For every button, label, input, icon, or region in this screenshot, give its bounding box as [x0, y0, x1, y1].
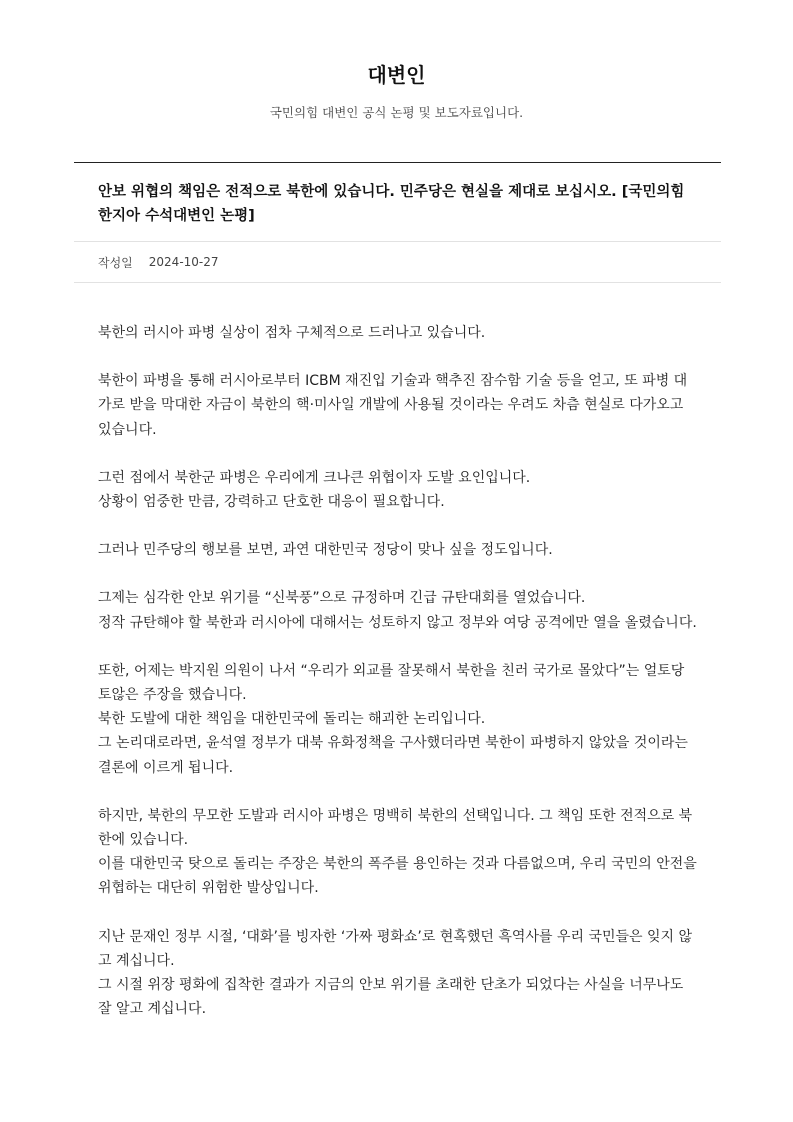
paragraph	[98, 586, 697, 634]
paragraph-line: 북한이 파병을 통해 러시아로부터 ICBM 재진입 기술과 핵추진 잠수함 기술 등을 얻고, 또 파병 대가로 받을 막대한 자금이 북한의 핵·미사일 개발에 사용될 것이라는 우려도 차츰 현실로 다가오고 있습니다.	[98, 373, 688, 438]
paragraph-line: 그런 점에서 북한군 파병은 우리에게 크나큰 위협이자 도발 요인입니다.	[98, 469, 531, 486]
article-title: 안보 위협의 책임은 전적으로 북한에 있습니다. 민주당은 현실을 제대로 보십시오. [국민의힘 한지아 수석대변인 논평]	[98, 184, 685, 224]
paragraph	[98, 538, 697, 562]
paragraph	[98, 804, 697, 901]
site-subtitle: 국민의힘 대변인 공식 논평 및 보도자료입니다.	[269, 105, 524, 120]
paragraph-line: 그 논리대로라면, 윤석열 정부가 대북 유화정책을 구사했더라면 북한이 파병하지 않았을 것이라는 결론에 이르게 됩니다.	[98, 735, 688, 776]
article	[74, 162, 721, 1045]
paragraph	[98, 321, 697, 345]
paragraph-line: 그제는 심각한 안보 위기를 “신북풍”으로 규정하며 긴급 규탄대회를 열었습니다.	[98, 590, 586, 607]
paragraph-line: 북한 도발에 대한 책임을 대한민국에 돌리는 해괴한 논리입니다.	[98, 711, 486, 728]
meta-row	[74, 241, 721, 283]
paragraph-line: 하지만, 북한의 무모한 도발과 러시아 파병은 명백히 북한의 선택입니다. 그 책임 또한 전적으로 북한에 있습니다.	[98, 807, 693, 849]
date-label: 작성일	[98, 255, 133, 270]
paragraph	[98, 925, 697, 1022]
paragraph-line: 그러나 민주당의 행보를 보면, 과연 대한민국 정당이 맞나 싶을 정도입니다.	[98, 542, 553, 559]
paragraph	[98, 659, 697, 780]
paragraph-line: 상황이 엄중한 만큼, 강력하고 단호한 대응이 필요합니다.	[98, 494, 445, 511]
article-body	[74, 283, 721, 1021]
date-value: 2024-10-27	[148, 255, 219, 269]
paragraph-line: 정작 규탄해야 할 북한과 러시아에 대해서는 성토하지 않고 정부와 여당 공격에만 열을 올렸습니다.	[98, 614, 697, 631]
paragraph	[98, 466, 697, 514]
paragraph	[98, 369, 697, 442]
site-title: 대변인	[367, 63, 426, 87]
paragraph-line: 북한의 러시아 파병 실상이 점차 구체적으로 드러나고 있습니다.	[98, 325, 486, 341]
paragraph-line: 이를 대한민국 탓으로 돌리는 주장은 북한의 폭주를 용인하는 것과 다름없으며, 우리 국민의 안전을 위협하는 대단히 위험한 발상입니다.	[98, 856, 697, 897]
paragraph-line: 지난 문재인 정부 시절, ‘대화’를 빙자한 ‘가짜 평화쇼’로 현혹했던 흑역사를 우리 국민들은 잊지 않고 계십니다.	[98, 928, 693, 969]
paragraph-line: 그 시절 위장 평화에 집착한 결과가 지금의 안보 위기를 초래한 단초가 되었다는 사실을 너무나도 잘 알고 계십니다.	[98, 977, 684, 1018]
paragraph-line: 또한, 어제는 박지원 의원이 나서 “우리가 외교를 잘못해서 북한을 친러 국가로 몰았다”는 얼토당토않은 주장을 했습니다.	[98, 662, 685, 704]
site-header	[0, 0, 793, 122]
